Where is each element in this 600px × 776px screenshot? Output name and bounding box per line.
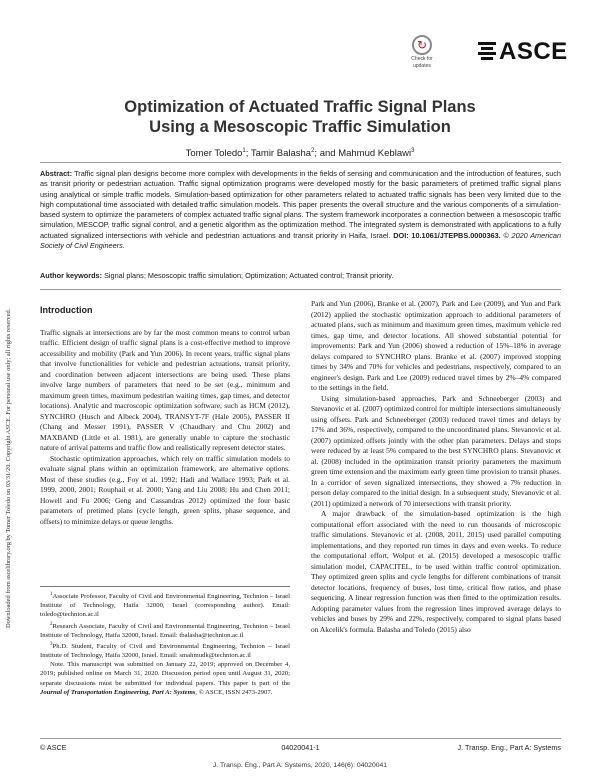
asce-logo-text: ASCE (499, 38, 568, 65)
page-footer (40, 743, 561, 755)
author-list (40, 148, 560, 159)
section-heading: Introduction (40, 305, 93, 315)
submission-note: Note. This manuscript was submitted on January 22, 2019; approved on December 4, 2019; published online on March 31, 2020. Discussion period open until August 31, 2020; separate discussions must be submitted for individual papers. This paper is part of the Journal of Transportation Engineering, Part A: Systems, © ASCE, ISSN 2473-2907. (40, 661, 290, 696)
paragraph: Using simulation-based approaches, Park and Schneeberger (2003) and Stevanovic et al. (2007) optimized control for multiple intersections simultaneously using offsets. Park and Schneeberger (2003) reduced travel times and delays by 17% and 36%, respectively, compared to the uncoordinated plans. Stevanovic et al. (2007) optimized offsets jointly with the other plan parameters. Delays and stops were reduced by at least 5% compared to the best SYNCHRO plans. Stevanovic et al. (2008) included in the optimization transit priority parameters the maximum green time extension and the maximum early green time provision to transit phases. In a corridor of seven signalized intersections, they showed a 7% reduction in person delay compared to the initial design. In a subsequent study, Stevanovic et al. (2011) optimized a network of 70 intersections with transit priority. (311, 393, 561, 508)
doi-link[interactable]: DOI: 10.1061/JTEPBS.0000363. (393, 230, 501, 240)
asce-logo-mark-icon (478, 40, 496, 64)
affiliation-mark: 1 (242, 148, 246, 154)
paper-title (40, 97, 560, 137)
author-keywords (40, 271, 561, 290)
copyright-notice: © 2020 American Society of Civil Engineers. (40, 230, 562, 251)
check-for-updates-badge[interactable] (407, 35, 437, 69)
footer-copyright: © ASCE (40, 743, 67, 752)
abstract-text: Traffic signal plan designs become more complex with developments in the fields of sensing and communication and the introduction of features, such as transit priority or pedestrian actuation. Traffic signal optimization programs were developed mostly for the basic parameters of pretimed traffic signal plans using analytical or simple traffic models. Simulation-based optimization for other parameters related to actuated traffic signals has been very limited due to the high computational time associated with detailed traffic simulation models. This paper presents the overall structure and the various components of a simulation-based system to optimize the parameters of complex actuated traffic signal plans. The system framework incorporates a connection between a mesoscopic traffic simulation, MESCOP, traffic signal control, and a genetic algorithm as the optimization method. The integrated system is demonstrated with applications to a fully actuated signalized intersections with vehicle and pedestrian actuations and transit priority in Haifa, Israel. (40, 169, 561, 240)
footnotes (40, 586, 290, 697)
refresh-icon: ↻ (412, 35, 432, 55)
asce-logo (478, 38, 568, 66)
paragraph: A major drawback of the simulation-based optimization is the high computational effort associated with the need to run thousands of microscopic traffic simulations. Stevanovic et al. (2008, 2011, 2015) used parallel computing implementations, and they reported run times in days and even weeks. To reduce the computational effort, Wolput et al. (2015) developed a mesoscopic traffic simulation model, CAPACITEL, to be used within traffic control optimization. They optimized green splits and cycle lengths for different combinations of transit detector locations, frequency of buses, lost time, critical flow ratios, and phase sequencing. A linear regression function was then fitted to the optimization results. Adopting parameter values from the regression lines improved average delays to vehicles and buses by 29% and 22%, respectively, compared to signal plans based on Akcelik's formula. Balasha and Toledo (2015) also (311, 509, 561, 634)
abstract (40, 162, 561, 251)
author-name: Mahmud Keblawi (338, 148, 412, 160)
author-separator: ; and (314, 148, 339, 160)
title-line-2: Using a Mesoscopic Traffic Simulation (149, 118, 451, 136)
right-column (311, 299, 561, 635)
title-line-1: Optimization of Actuated Traffic Signal Plans (124, 98, 476, 116)
author-separator: ; (245, 148, 251, 160)
footer-divider (40, 738, 561, 739)
affiliation-mark: 3 (411, 148, 415, 154)
citation-line: J. Transp. Eng., Part A: Systems, 2020, 146(6): 04020041 (212, 762, 388, 769)
paragraph: Stochastic optimization approaches, which rely on traffic simulation models to evaluate signal plans within an optimization framework, are alternative options. Most of these studies (e.g., Foy et al. 1992; Hadi and Wallace 1993; Park et al. 1999, 2000, 2001; Rouphail et al. 2000; Yang and Liu 2008; Hu and Chen 2011; Howell and Fu 2006; Geng and Cassandras 2012) optimized the four basic parameters of pretimed plans (cycle length, green splits, phase sequence, and offsets) to minimize delays or queue lengths. (40, 453, 290, 526)
journal-name: Journal of Transportation Engineering, Part A: Systems (40, 688, 196, 696)
footer-journal: J. Transp. Eng., Part A: Systems (457, 743, 561, 752)
footnote: $^3$Ph.D. Student, Faculty of Civil and Environmental Engineering, Technion – Israel Institute of Technology, Haifa 32000, Israel. Email: smahmudk@technion.ac.il (40, 641, 290, 660)
affiliation-mark: 2 (311, 148, 315, 154)
abstract-label: Abstract: (40, 169, 73, 178)
author-name: Tamir Balasha (250, 148, 312, 160)
paragraph: Traffic signals at intersections are by far the most common means to control urban traffic. Efficient design of traffic signal plans is a cost-effective method to improve accessibility and mobility (Park and Yun 2006). In recent years, traffic signal plans that involve functionalities for vehicle and pedestrian actuations, transit priority, and coordination between adjacent intersections are being used. These plans involve large numbers of parameters that need to be set (e.g., minimum and maximum green times, maximum pedestrian waiting times, gap times, and detector locations). Analytic and macroscopic optimization software, such as HCM (2012), SYNCHRO (Husch and Albeck 2004), TRANSYT-7F (Hale 2005), PASSER II (Chang and Messer 1991), PASSER V (Chaudhary and Chu 2002) and MAXBAND (Little et al. 1981), are generally unable to capture the stochastic nature of arrival patterns and traffic flow and realistically represent detector states. (40, 327, 290, 452)
paragraph: Park and Yun (2006), Branke et al. (2007), Park and Lee (2009), and Yun and Park (2012) applied the stochastic optimization approach to additional parameters of actuated plans, such as minimum and maximum green times, maximum vehicle red times, gap time, and detector locations. All showed substantial potential for improvements: Park and Yun (2006) showed a reduction of 15%–18% in average delays compared to SYNCHRO plans. Branke et al. (2007) improved stopping times by 34% and 70% for vehicles and pedestrians, respectively, compared to an engineer's design. Park and Lee (2009) reduced travel times by 2%–4% compared to the settings in the field. (311, 299, 561, 392)
badge-label-2: updates (413, 63, 431, 69)
keywords-text: Signal plans; Mesoscopic traffic simulation; Optimization; Actuated control; Transit priority. (104, 271, 394, 280)
footnote: $^1$Associate Professor, Faculty of Civil and Environmental Engineering, Technion – Israel Institute of Technology, Haifa 32000, Israel (corresponding author). Email: toledo@technion.ac.il (40, 592, 290, 619)
left-column (40, 305, 290, 527)
footnote: $^2$Research Associate, Faculty of Civil and Environmental Engineering, Technion – Israel Institute of Technology, Haifa 32000, Israel. Email: tbalasha@technion.ac.il (40, 621, 290, 639)
download-notice: Downloaded from ascelibrary.org by Tomer Toledo on 03/31/20. Copyright ASCE. For personal use only; all rights reserved. (5, 308, 12, 628)
author-name: Tomer Toledo (185, 148, 243, 160)
badge-label-1: Check for (411, 56, 433, 62)
keywords-label: Author keywords: (40, 271, 103, 280)
page-number: 04020041-1 (281, 743, 320, 752)
